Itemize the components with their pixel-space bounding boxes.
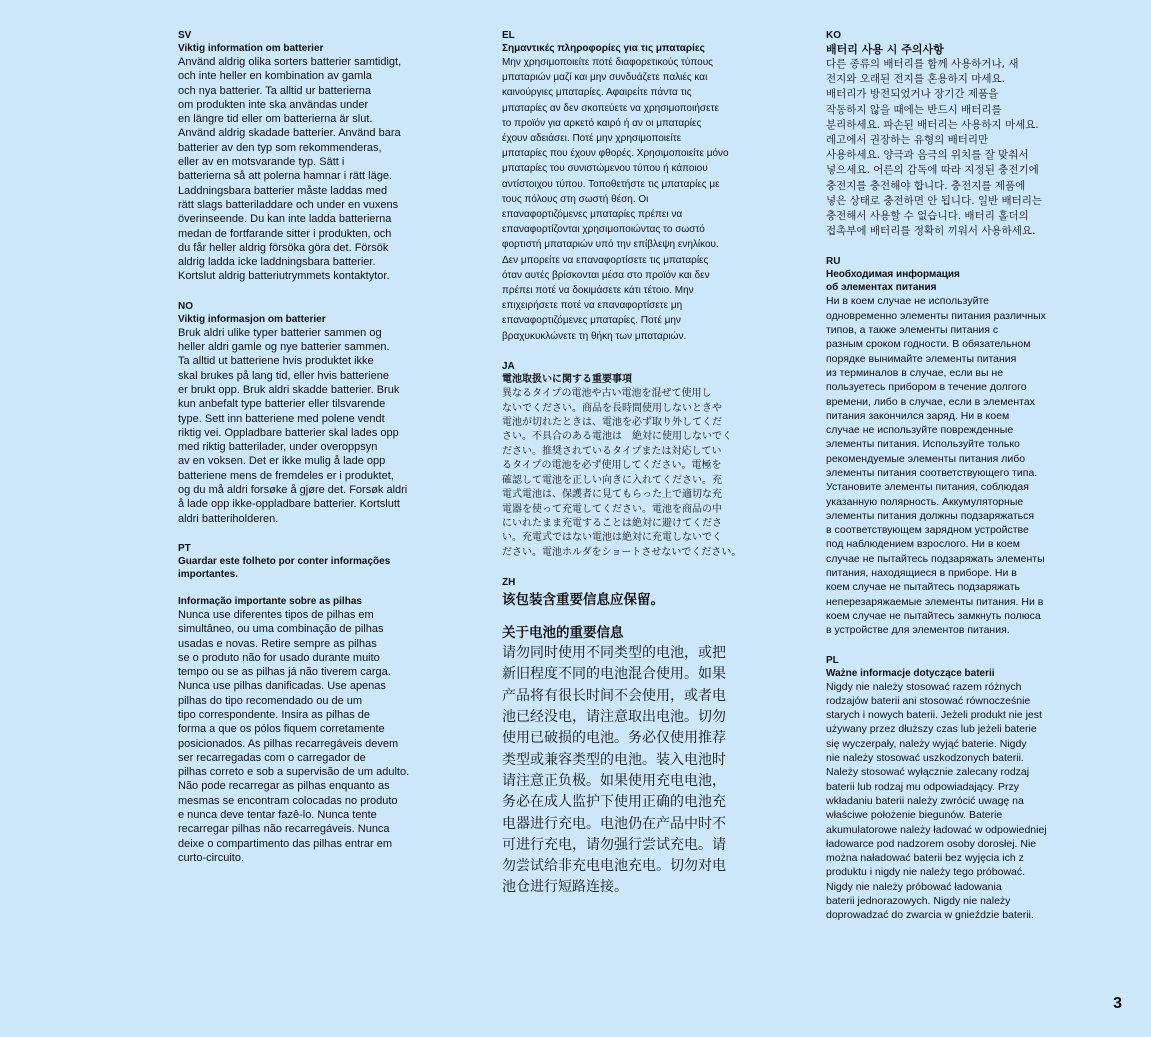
heading-no: Viktig informasjon om batterier — [178, 313, 326, 325]
language-code-el: EL — [502, 30, 515, 41]
notice-pt: Guardar este folheto por conter informações importantes. — [178, 555, 391, 580]
section-pl — [826, 655, 1101, 923]
section-pt — [178, 543, 450, 865]
body-el: Μην χρησιμοποιείτε ποτέ διαφορετικούς τύπους μπαταριών μαζί και μην συνδυάζετε παλιές και καινούργιες μπαταρίες. Αφαιρείτε πάντα τις μπαταρίες αν δεν σκοπεύετε να χρησιμοποιήσετε το προϊόν για αρκετό καιρό ή αν οι μπαταρίες έχουν αδειάσει. Ποτέ μην χρησιμοποιείτε μπαταρίες που έχουν φθορές. Χρησιμοποιείτε μόνο μπαταρίες του συνιστώμενου τύπου ή κάποιου αντίστοιχου τύπου. Τοποθετήστε τις μπαταρίες με τους πόλους στη σωστή θέση. Οι επαναφορτιζόμενες μπαταρίες πρέπει να επαναφορτίζονται χρησιμοποιώντας το σωστό φορτιστή μπαταριών υπό την επίβλεψη ενηλίκου. Δεν μπορείτε να επαναφορτίσετε τις μπαταρίες όταν αυτές βρίσκονται μέσα στο προϊόν και δεν πρέπει ποτέ να δοκιμάσετε κάτι τέτοιο. Μην επιχειρήσετε ποτέ να επαναφορτίσετε μη επαναφορτιζόμενες μπαταρίες. Ποτέ μην βραχυκυκλώνετε τη θήκη των μπαταριών. — [502, 57, 729, 342]
body-ja: 異なるタイプの電池や古い電池を混ぜて使用し ないでください。商品を長時間使用しないときや 電池が切れたときは、電池を必ず取り外してくだ さい。不具合のある電池は 絶対に使用しないでく ださい。推奨されているタイプまたは対応してい るタイプの電池を必ず使用してください。電極を 確認して電池を正しい向きに入れてください。充 電式電池は、保護者に見てもらった上で適切な充 電器を使って充電してください。電池を商品の中 にいれたまま充電することは絶対に避けてくださ い。充電式ではない電池は絶対に充電しないでく ださい。電池ホルダをショートさせないでください。 — [502, 388, 742, 558]
language-code-pt: PT — [178, 542, 191, 554]
column-middle — [502, 30, 772, 916]
body-ru: Ни в коем случае не используйте одновременно элементы питания различных типов, а также элементы питания с разным сроком годности. В обязательном порядке вынимайте элементы питания из терминалов в случае, если вы не пользуетесь прибором в течение долгого времени, либо в случае, если в элементах питания закончился заряд. Ни в коем случае не используйте поврежденные элементы питания. Используйте только рекомендуемые элементы питания либо элементы питания соответствующего типа. Установите элементы питания, соблюдая указанную полярность. Аккумуляторные элементы питания должны подзаряжаться в соответствующем зарядном устройстве под наблюдением взрослого. Ни в коем случае не пытайтесь подзаряжать элементы питания, находящиеся в приборе. Ни в коем случае не пытайтесь подзаряжать неперезаряжаемые элементы питания. Ни в коем случае не пытайтесь замкнуть полюса в устройстве для элементов питания. — [826, 295, 1046, 637]
section-sv — [178, 30, 450, 284]
heading-pl: Ważne informacje dotyczące baterii — [826, 667, 995, 679]
section-ko — [826, 30, 1101, 239]
heading-ru: Необходимая информация об элементах питания — [826, 269, 960, 294]
body-ko: 다른 종류의 배터리를 함께 사용하거나, 새 전지와 오래된 전지를 혼용하지 마세요. 배터리가 방전되었거나 장기간 제품을 작동하지 않을 때에는 반드시 배터리를 분리하세요. 파손된 배터리는 사용하지 마세요. 레고에서 권장하는 유형의 배터리만 사용하세요. 양극과 음극의 위치를 잘 맞춰서 넣으세요. 어른의 감독에 따라 지정된 충전기에 충전지를 충전해야 합니다. 충전지를 제품에 넣은 상태로 충전하면 안 됩니다. 일반 배터리는 충전해서 사용할 수 없습니다. 배터리 홀더의 접촉부에 배터리를 정확히 끼워서 사용하세요. — [826, 58, 1043, 238]
language-code-no: NO — [178, 300, 193, 312]
heading-ko: 배터리 사용 시 주의사항 — [826, 43, 944, 56]
column-left — [178, 30, 450, 882]
notice-zh: 该包装含重要信息应保留。 — [502, 592, 664, 608]
body-pl: Nigdy nie należy stosować razem różnych rodzajów baterii ani stosować równocześnie starych i nowych baterii. Jeżeli produkt nie jest używany przez dłuższy czas lub jeżeli baterie się wyczerpały, należy wyjąć baterie. Nigdy nie należy stosować uszkodzonych baterii. Należy stosować wyłącznie zalecany rodzaj baterii lub rodzaj mu odpowiadający. Przy wkładaniu baterii należy zwrócić uwagę na właściwe położenie biegunów. Baterie akumulatorowe należy ładować w odpowiedniej ładowarce pod nadzorem osoby dorosłej. Nie można naładować baterii bez wyjęcia ich z produktu i nigdy nie należy tego próbować. Nigdy nie należy próbować ładowania baterii jednorazowych. Nigdy nie należy doprowadzać do zwarcia w gnieździe baterii. — [826, 680, 1047, 922]
section-ja — [502, 361, 772, 560]
body-zh: 请勿同时使用不同类型的电池，或把 新旧程度不同的电池混合使用。如果 产品将有很长时间不会使用，或者电 池已经没电，请注意取出电池。切勿 使用已破损的电池。务必仅使用推荐 类型或兼容类型的电池。装入电池时 请注意正负极。如果使用充电电池， 务必在成人监护下使用正确的电池充 电器进行充电。电池仍在产品中时不 可进行充电，请勿强行尝试充电。请 勿尝试给非充电电池充电。切勿对电 池仓进行短路连接。 — [502, 645, 726, 896]
section-ru — [826, 256, 1101, 637]
language-code-zh: ZH — [502, 577, 516, 589]
section-zh — [502, 577, 772, 899]
heading-zh: 关于电池的重要信息 — [502, 625, 624, 641]
section-no — [178, 301, 450, 526]
language-code-pl: PL — [826, 654, 839, 666]
section-el — [502, 30, 772, 344]
column-right — [826, 30, 1101, 940]
language-code-sv: SV — [178, 30, 192, 41]
language-code-ko: KO — [826, 30, 841, 41]
heading-pt: Informação importante sobre as pilhas — [178, 595, 362, 607]
language-code-ru: RU — [826, 256, 841, 268]
language-code-ja: JA — [502, 360, 515, 372]
page-number: 3 — [1113, 995, 1122, 1012]
heading-ja: 電池取扱いに関する重要事項 — [502, 373, 632, 385]
heading-sv: Viktig information om batterier — [178, 43, 324, 54]
body-sv: Använd aldrig olika sorters batterier samtidigt, och inte heller en kombination av gamla och nya batterier. Ta alltid ur batterierna om produkten inte ska användas under en längre tid eller om batterierna är slut. Använd aldrig skadade batterier. Använd bara batterier av den typ som rekommenderas, eller av en motsvarande typ. Sätt i batterierna så att polerna hamnar i rätt läge. Laddningsbara batterier måste laddas med rätt slags batteriladdare och under en vuxens överinseende. Du kan inte ladda batterierna medan de fortfarande sitter i produkten, och du får heller aldrig försöka göra det. Försök aldrig ladda icke laddningsbara batterier. Kortslut aldrig batteriutrymmets kontaktytor. — [178, 56, 402, 283]
body-no: Bruk aldri ulike typer batterier sammen og heller aldri gamle og nye batterier sammen. Ta alltid ut batteriene hvis produktet ikke skal brukes på lang tid, eller hvis batteriene er brukt opp. Bruk aldri skadde batterier. Bruk kun anbefalt type batterier eller tilsvarende type. Sett inn batteriene med polene vendt riktig vei. Oppladbare batterier skal lades opp med riktig batterilader, under overoppsyn av en voksen. Det er ikke mulig å lade opp batteriene mens de fremdeles er i produktet, og du må aldri forsøke å gjøre det. Forsøk aldri å lade opp ikke-oppladbare batterier. Kortslutt aldri batteriholderen. — [178, 326, 408, 525]
body-pt: Nunca use diferentes tipos de pilhas em simultâneo, ou uma combinação de pilhas usadas e novas. Retire sempre as pilhas se o produto não for usado durante muito tempo ou se as pilhas já não tiverem carga. Nunca use pilhas danificadas. Use apenas pilhas do tipo recomendado ou de um tipo correspondente. Insira as pilhas de forma a que os pólos fiquem corretamente posicionados. As pilhas recarregáveis devem ser recarregadas com o carregador de pilhas correto e sob a supervisão de um adulto. Não pode recarregar as pilhas enquanto as mesmas se encontram colocadas no produto e nunca deve tentar fazê-lo. Nunca tente recarregar pilhas não recarregáveis. Nunca deixe o compartimento das pilhas entrar em curto-circuito. — [178, 608, 410, 864]
heading-el: Σημαντικές πληροφορίες για τις μπαταρίες — [502, 43, 705, 54]
